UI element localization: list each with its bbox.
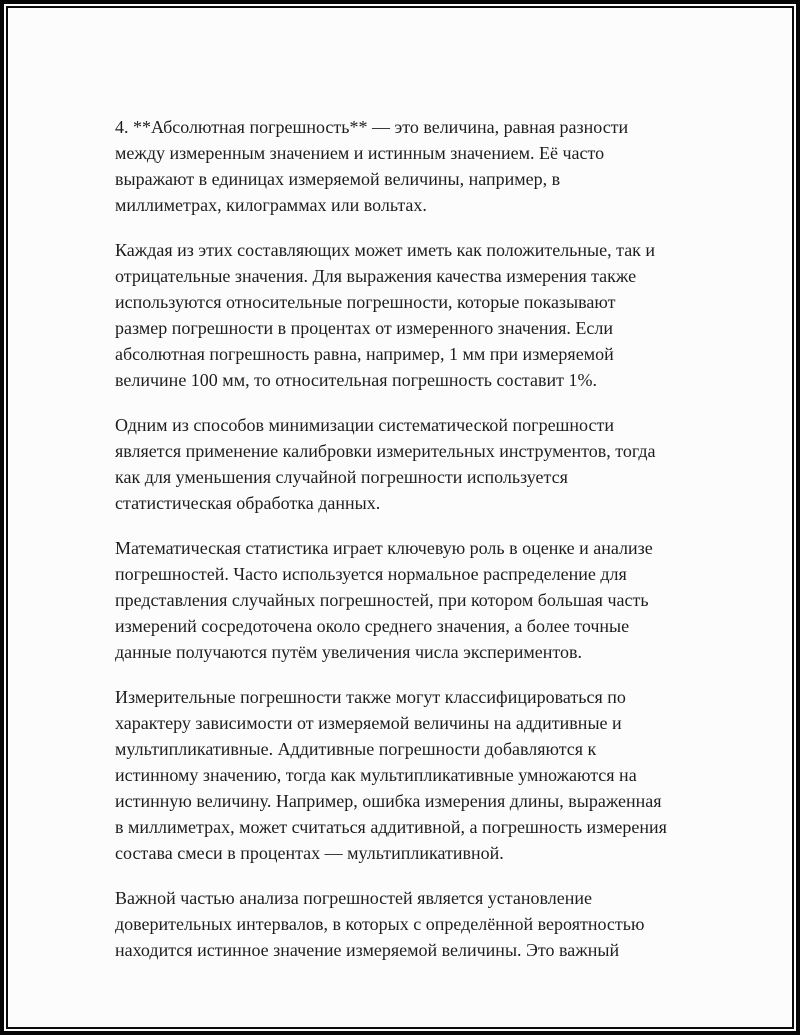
text-line: статистическая обработка данных. xyxy=(115,493,381,513)
paragraph xyxy=(115,535,671,665)
text-line: измерений сосредоточена около среднего значения, а более точные xyxy=(115,616,630,636)
text-line: как для уменьшения случайной погрешности используется xyxy=(115,467,568,487)
paragraph xyxy=(115,684,671,866)
paragraph xyxy=(115,412,671,516)
paragraph xyxy=(115,237,671,393)
text-line: миллиметрах, килограммах или вольтах. xyxy=(115,195,427,215)
text-line: мультипликативные. Аддитивные погрешности добавляются к xyxy=(115,739,597,759)
text-line: между измеренным значением и истинным значением. Её часто xyxy=(115,143,605,163)
paragraph xyxy=(115,885,671,963)
document-content xyxy=(115,114,671,982)
text-line: используются относительные погрешности, которые показывают xyxy=(115,292,616,312)
text-line: в миллиметрах, может считаться аддитивной, а погрешность измерения xyxy=(115,817,667,837)
text-line: является применение калибровки измерительных инструментов, тогда xyxy=(115,441,656,461)
text-line: состава смеси в процентах — мультипликативной. xyxy=(115,843,504,863)
text-line: представления случайных погрешностей, при котором большая часть xyxy=(115,590,649,610)
text-line: величине 100 мм, то относительная погрешность составит 1%. xyxy=(115,370,598,390)
text-line: отрицательные значения. Для выражения качества измерения также xyxy=(115,266,637,286)
text-line: данные получаются путём увеличения числа экспериментов. xyxy=(115,642,582,662)
text-line: погрешностей. Часто используется нормальное распределение для xyxy=(115,564,627,584)
text-line: истинную величину. Например, ошибка измерения длины, выраженная xyxy=(115,791,662,811)
text-line: Измерительные погрешности также могут классифицироваться по xyxy=(115,687,626,707)
text-line: находится истинное значение измеряемой величины. Это важный xyxy=(115,940,620,960)
text-line: абсолютная погрешность равна, например, 1 мм при измеряемой xyxy=(115,344,614,364)
text-line: Математическая статистика играет ключевую роль в оценке и анализе xyxy=(115,538,653,558)
text-line: истинному значению, тогда как мультипликативные умножаются на xyxy=(115,765,637,785)
text-line: характеру зависимости от измеряемой величины на аддитивные и xyxy=(115,713,622,733)
text-line: Каждая из этих составляющих может иметь как положительные, так и xyxy=(115,240,656,260)
text-line: Важной частью анализа погрешностей является установление xyxy=(115,888,592,908)
text-line: Одним из способов минимизации систематической погрешности xyxy=(115,415,614,435)
text-line: 4. **Абсолютная погрешность** — это величина, равная разности xyxy=(115,117,629,137)
paragraph xyxy=(115,114,671,218)
text-line: доверительных интервалов, в которых с определённой вероятностью xyxy=(115,914,645,934)
text-line: размер погрешности в процентах от измеренного значения. Если xyxy=(115,318,614,338)
text-line: выражают в единицах измеряемой величины, например, в xyxy=(115,169,561,189)
